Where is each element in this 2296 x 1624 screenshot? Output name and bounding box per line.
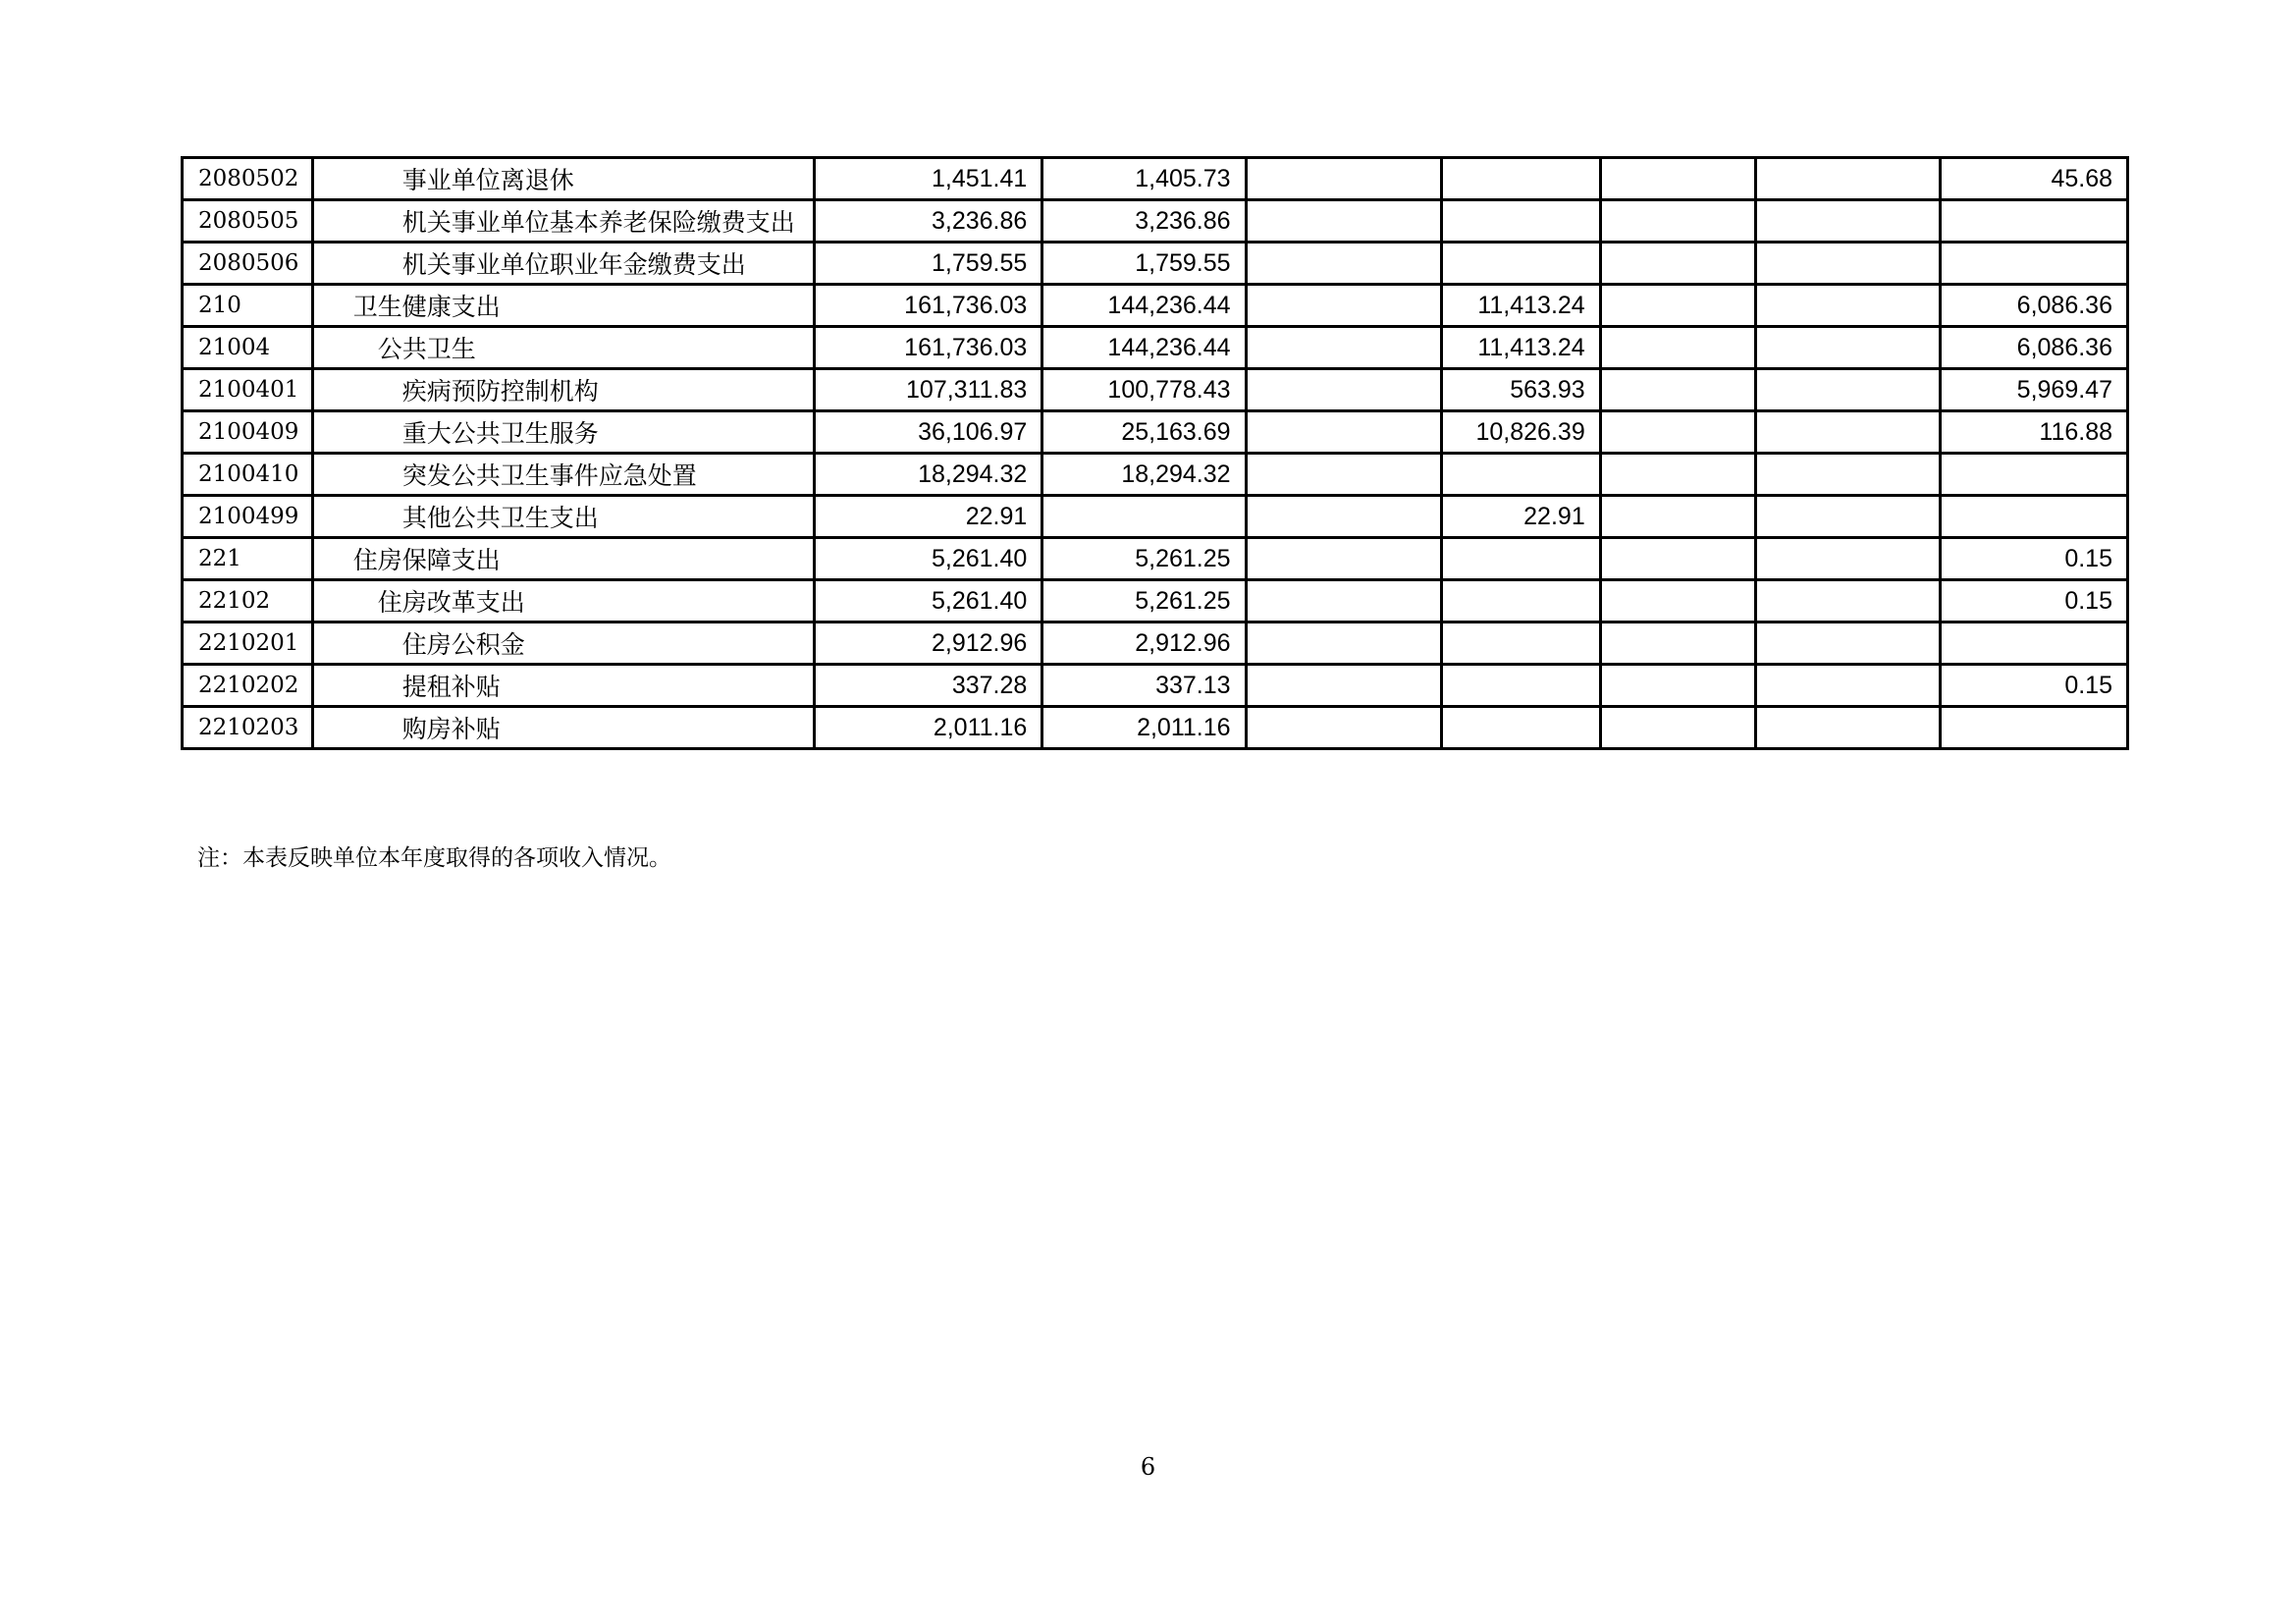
amount-cell: 22.91	[814, 496, 1041, 538]
amount-cell: 11,413.24	[1441, 327, 1600, 369]
subject-code-cell: 2100401	[183, 369, 313, 411]
amount-cell	[1600, 454, 1755, 496]
amount-cell	[1246, 285, 1441, 327]
amount-cell	[1246, 665, 1441, 707]
amount-cell	[1042, 496, 1246, 538]
subject-name-cell: 提租补贴	[312, 665, 814, 707]
amount-cell	[1755, 707, 1940, 749]
table-row	[183, 327, 2128, 369]
amount-cell: 1,759.55	[814, 243, 1041, 285]
subject-name-cell: 机关事业单位职业年金缴费支出	[312, 243, 814, 285]
amount-cell: 25,163.69	[1042, 411, 1246, 454]
amount-cell: 5,261.25	[1042, 538, 1246, 580]
table-row	[183, 665, 2128, 707]
amount-cell: 1,759.55	[1042, 243, 1246, 285]
amount-cell: 337.13	[1042, 665, 1246, 707]
table-note: 注：本表反映单位本年度取得的各项收入情况。	[197, 845, 671, 871]
subject-name-cell: 住房公积金	[312, 623, 814, 665]
amount-cell	[1755, 665, 1940, 707]
amount-cell: 116.88	[1940, 411, 2127, 454]
amount-cell: 100,778.43	[1042, 369, 1246, 411]
amount-cell: 107,311.83	[814, 369, 1041, 411]
amount-cell: 1,451.41	[814, 158, 1041, 200]
page-number: 6	[1140, 1453, 1156, 1481]
amount-cell	[1246, 243, 1441, 285]
amount-cell	[1246, 454, 1441, 496]
amount-cell: 18,294.32	[814, 454, 1041, 496]
amount-cell	[1600, 411, 1755, 454]
amount-cell	[1441, 200, 1600, 243]
amount-cell	[1441, 454, 1600, 496]
amount-cell: 337.28	[814, 665, 1041, 707]
table-row	[183, 243, 2128, 285]
table-body	[183, 158, 2128, 749]
amount-cell: 2,011.16	[814, 707, 1041, 749]
subject-code-cell: 21004	[183, 327, 313, 369]
amount-cell	[1940, 454, 2127, 496]
amount-cell: 3,236.86	[1042, 200, 1246, 243]
subject-name-cell: 卫生健康支出	[312, 285, 814, 327]
amount-cell: 144,236.44	[1042, 327, 1246, 369]
table-row	[183, 200, 2128, 243]
amount-cell	[1246, 580, 1441, 623]
amount-cell	[1755, 538, 1940, 580]
subject-code-cell: 210	[183, 285, 313, 327]
amount-cell	[1441, 158, 1600, 200]
amount-cell: 5,261.40	[814, 538, 1041, 580]
amount-cell	[1441, 580, 1600, 623]
amount-cell	[1600, 243, 1755, 285]
table-row	[183, 285, 2128, 327]
amount-cell: 5,969.47	[1940, 369, 2127, 411]
amount-cell: 36,106.97	[814, 411, 1041, 454]
subject-name-cell: 住房保障支出	[312, 538, 814, 580]
amount-cell	[1600, 200, 1755, 243]
amount-cell	[1246, 411, 1441, 454]
amount-cell: 161,736.03	[814, 285, 1041, 327]
amount-cell: 144,236.44	[1042, 285, 1246, 327]
amount-cell	[1940, 623, 2127, 665]
amount-cell: 2,912.96	[1042, 623, 1246, 665]
amount-cell: 3,236.86	[814, 200, 1041, 243]
amount-cell: 5,261.40	[814, 580, 1041, 623]
amount-cell	[1755, 369, 1940, 411]
subject-name-cell: 住房改革支出	[312, 580, 814, 623]
subject-name-cell: 事业单位离退休	[312, 158, 814, 200]
table-row	[183, 411, 2128, 454]
amount-cell	[1755, 200, 1940, 243]
amount-cell	[1246, 200, 1441, 243]
amount-cell: 45.68	[1940, 158, 2127, 200]
amount-cell	[1755, 623, 1940, 665]
subject-code-cell: 2100409	[183, 411, 313, 454]
amount-cell	[1755, 243, 1940, 285]
amount-cell	[1441, 538, 1600, 580]
amount-cell: 22.91	[1441, 496, 1600, 538]
subject-name-cell: 突发公共卫生事件应急处置	[312, 454, 814, 496]
subject-code-cell: 2100499	[183, 496, 313, 538]
table-row	[183, 369, 2128, 411]
amount-cell	[1441, 243, 1600, 285]
table-row	[183, 580, 2128, 623]
amount-cell	[1600, 707, 1755, 749]
amount-cell: 6,086.36	[1940, 285, 2127, 327]
amount-cell	[1600, 496, 1755, 538]
amount-cell	[1755, 496, 1940, 538]
amount-cell	[1755, 158, 1940, 200]
amount-cell	[1940, 243, 2127, 285]
amount-cell: 1,405.73	[1042, 158, 1246, 200]
subject-name-cell: 公共卫生	[312, 327, 814, 369]
amount-cell	[1246, 538, 1441, 580]
subject-name-cell: 疾病预防控制机构	[312, 369, 814, 411]
amount-cell: 11,413.24	[1441, 285, 1600, 327]
amount-cell: 18,294.32	[1042, 454, 1246, 496]
amount-cell	[1246, 623, 1441, 665]
subject-name-cell: 重大公共卫生服务	[312, 411, 814, 454]
amount-cell	[1441, 665, 1600, 707]
amount-cell	[1600, 327, 1755, 369]
table-row	[183, 496, 2128, 538]
table-row	[183, 158, 2128, 200]
subject-code-cell: 2080505	[183, 200, 313, 243]
amount-cell	[1940, 707, 2127, 749]
amount-cell	[1600, 158, 1755, 200]
amount-cell: 0.15	[1940, 580, 2127, 623]
amount-cell	[1441, 623, 1600, 665]
subject-code-cell: 2210201	[183, 623, 313, 665]
amount-cell	[1600, 369, 1755, 411]
amount-cell: 5,261.25	[1042, 580, 1246, 623]
amount-cell	[1940, 200, 2127, 243]
subject-code-cell: 2100410	[183, 454, 313, 496]
amount-cell: 161,736.03	[814, 327, 1041, 369]
table-row	[183, 707, 2128, 749]
subject-name-cell: 购房补贴	[312, 707, 814, 749]
amount-cell	[1441, 707, 1600, 749]
amount-cell: 0.15	[1940, 665, 2127, 707]
subject-code-cell: 2210202	[183, 665, 313, 707]
amount-cell: 10,826.39	[1441, 411, 1600, 454]
amount-cell: 563.93	[1441, 369, 1600, 411]
table-row	[183, 454, 2128, 496]
table-row	[183, 538, 2128, 580]
subject-code-cell: 22102	[183, 580, 313, 623]
subject-code-cell: 2080506	[183, 243, 313, 285]
subject-code-cell: 2080502	[183, 158, 313, 200]
amount-cell: 2,912.96	[814, 623, 1041, 665]
amount-cell	[1755, 411, 1940, 454]
subject-name-cell: 其他公共卫生支出	[312, 496, 814, 538]
table-row	[183, 623, 2128, 665]
amount-cell	[1246, 496, 1441, 538]
amount-cell	[1755, 285, 1940, 327]
amount-cell	[1600, 285, 1755, 327]
subject-code-cell: 2210203	[183, 707, 313, 749]
amount-cell	[1246, 369, 1441, 411]
amount-cell: 6,086.36	[1940, 327, 2127, 369]
amount-cell	[1755, 327, 1940, 369]
amount-cell: 0.15	[1940, 538, 2127, 580]
subject-code-cell: 221	[183, 538, 313, 580]
subject-name-cell: 机关事业单位基本养老保险缴费支出	[312, 200, 814, 243]
amount-cell	[1940, 496, 2127, 538]
amount-cell	[1600, 665, 1755, 707]
amount-cell: 2,011.16	[1042, 707, 1246, 749]
amount-cell	[1600, 623, 1755, 665]
amount-cell	[1246, 327, 1441, 369]
amount-cell	[1246, 158, 1441, 200]
amount-cell	[1600, 538, 1755, 580]
amount-cell	[1246, 707, 1441, 749]
amount-cell	[1600, 580, 1755, 623]
amount-cell	[1755, 454, 1940, 496]
income-table	[181, 156, 2129, 750]
amount-cell	[1755, 580, 1940, 623]
